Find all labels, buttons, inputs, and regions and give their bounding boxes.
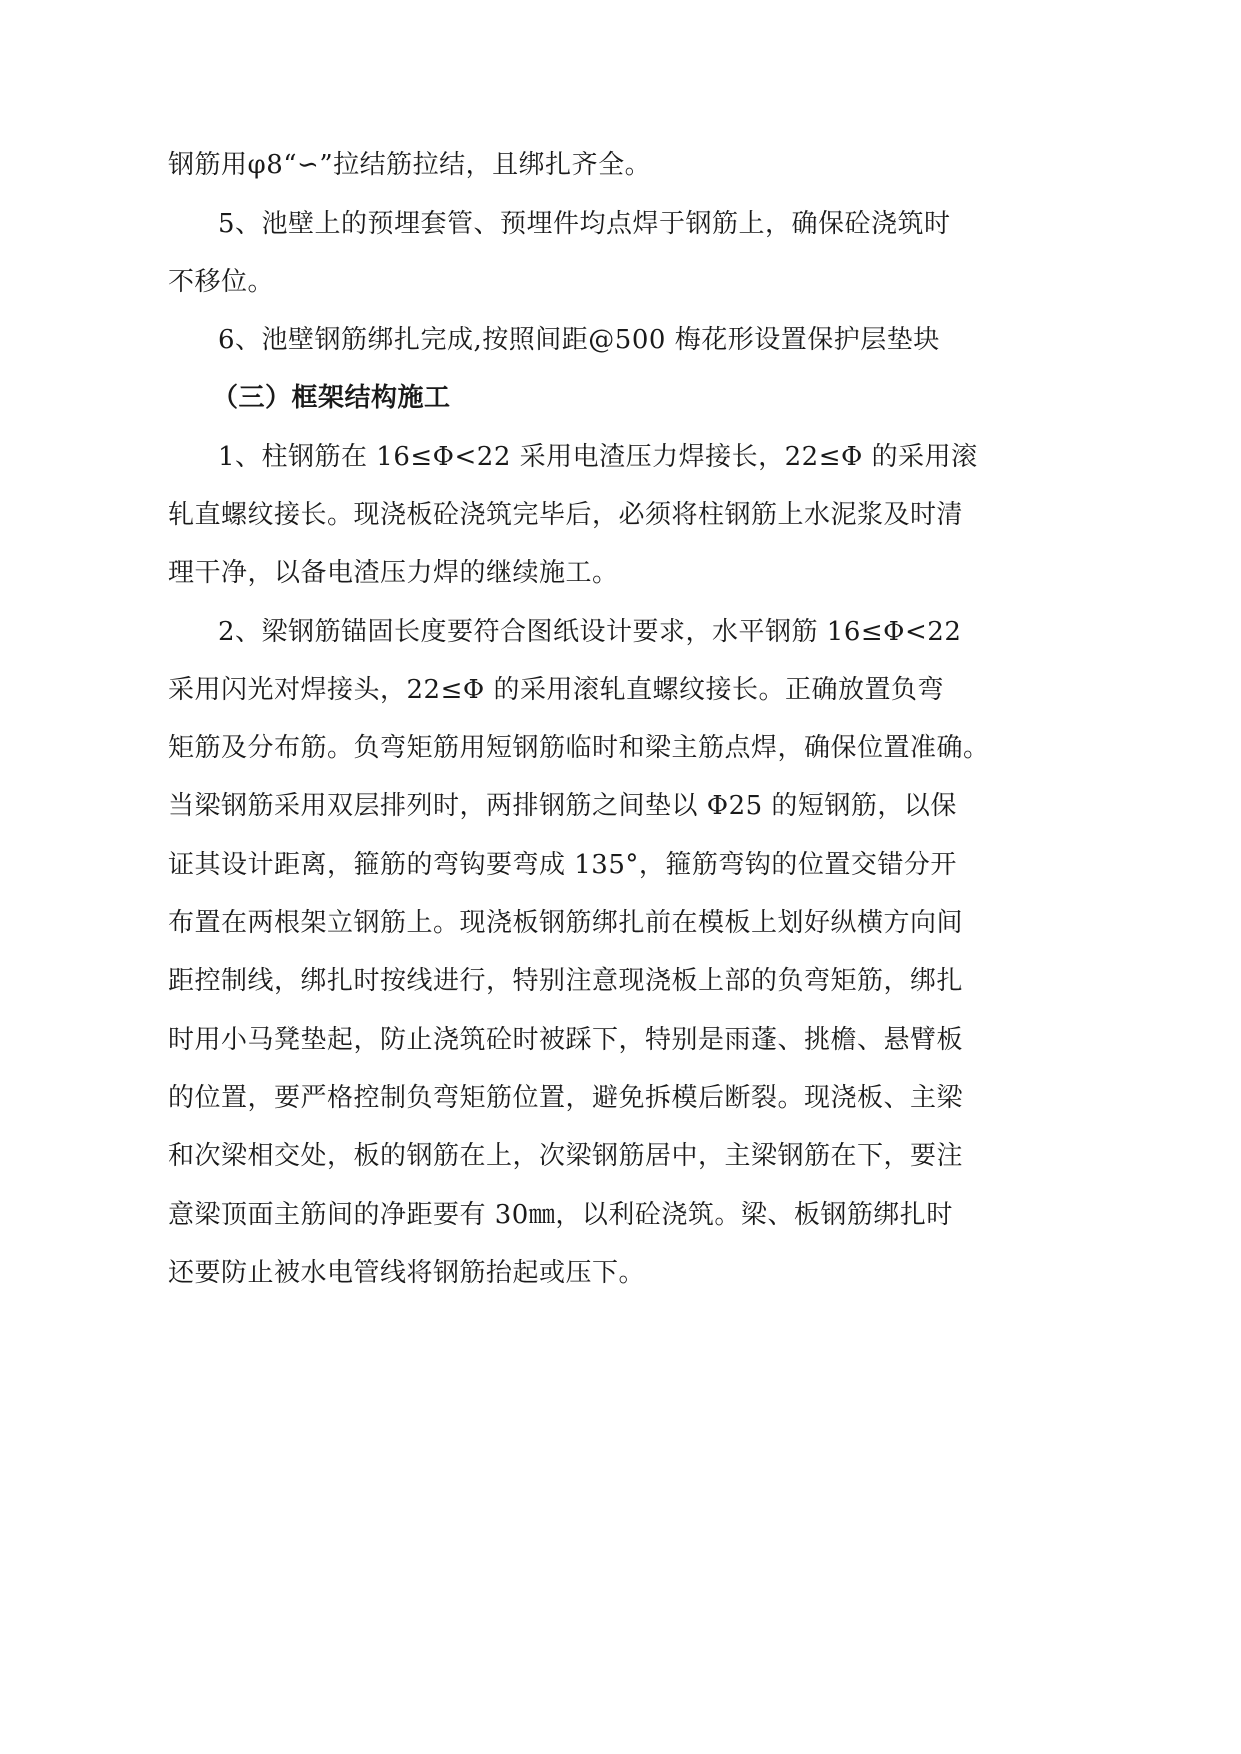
text-line: 和次梁相交处，板的钢筋在上，次梁钢筋居中，主梁钢筋在下，要注 [168,1141,964,1171]
text-line: 意梁顶面主筋间的净距要有 30㎜，以利砼浇筑。梁、板钢筋绑扎时 [168,1200,953,1230]
text-line: 不移位。 [168,267,275,297]
text-line: 1、柱钢筋在 16≤Φ<22 采用电渣压力焊接长，22≤Φ 的采用滚 [218,442,978,472]
section-heading: （三）框架结构施工 [212,383,451,413]
text-line: 当梁钢筋采用双层排列时，两排钢筋之间垫以 Φ25 的短钢筋，以保 [168,791,957,821]
text-line: 钢筋用φ8“∽”拉结筋拉结，且绑扎齐全。 [168,150,652,180]
text-line: 5、池壁上的预埋套管、预埋件均点焊于钢筋上，确保砼浇筑时 [218,209,951,239]
text-line: 采用闪光对焊接头，22≤Φ 的采用滚轧直螺纹接长。正确放置负弯 [168,675,944,705]
text-line: 理干净，以备电渣压力焊的继续施工。 [168,558,619,588]
text-line: 距控制线，绑扎时按线进行，特别注意现浇板上部的负弯矩筋，绑扎 [168,966,964,996]
text-line: 证其设计距离，箍筋的弯钩要弯成 135°，箍筋弯钩的位置交错分开 [168,850,957,880]
text-line: 还要防止被水电管线将钢筋抬起或压下。 [168,1258,646,1288]
text-line: 布置在两根架立钢筋上。现浇板钢筋绑扎前在模板上划好纵横方向间 [168,908,964,938]
text-line: 轧直螺纹接长。现浇板砼浇筑完毕后，必须将柱钢筋上水泥浆及时清 [168,500,964,530]
text-line: 2、梁钢筋锚固长度要符合图纸设计要求，水平钢筋 16≤Φ<22 [218,617,962,647]
text-line: 的位置，要严格控制负弯矩筋位置，避免拆模后断裂。现浇板、主梁 [168,1083,964,1113]
text-line: 时用小马凳垫起，防止浇筑砼时被踩下，特别是雨蓬、挑檐、悬臂板 [168,1025,964,1055]
text-line: 6、池壁钢筋绑扎完成,按照间距@500 梅花形设置保护层垫块 [218,325,940,355]
text-line: 矩筋及分布筋。负弯矩筋用短钢筋临时和梁主筋点焊，确保位置准确。 [168,733,990,763]
